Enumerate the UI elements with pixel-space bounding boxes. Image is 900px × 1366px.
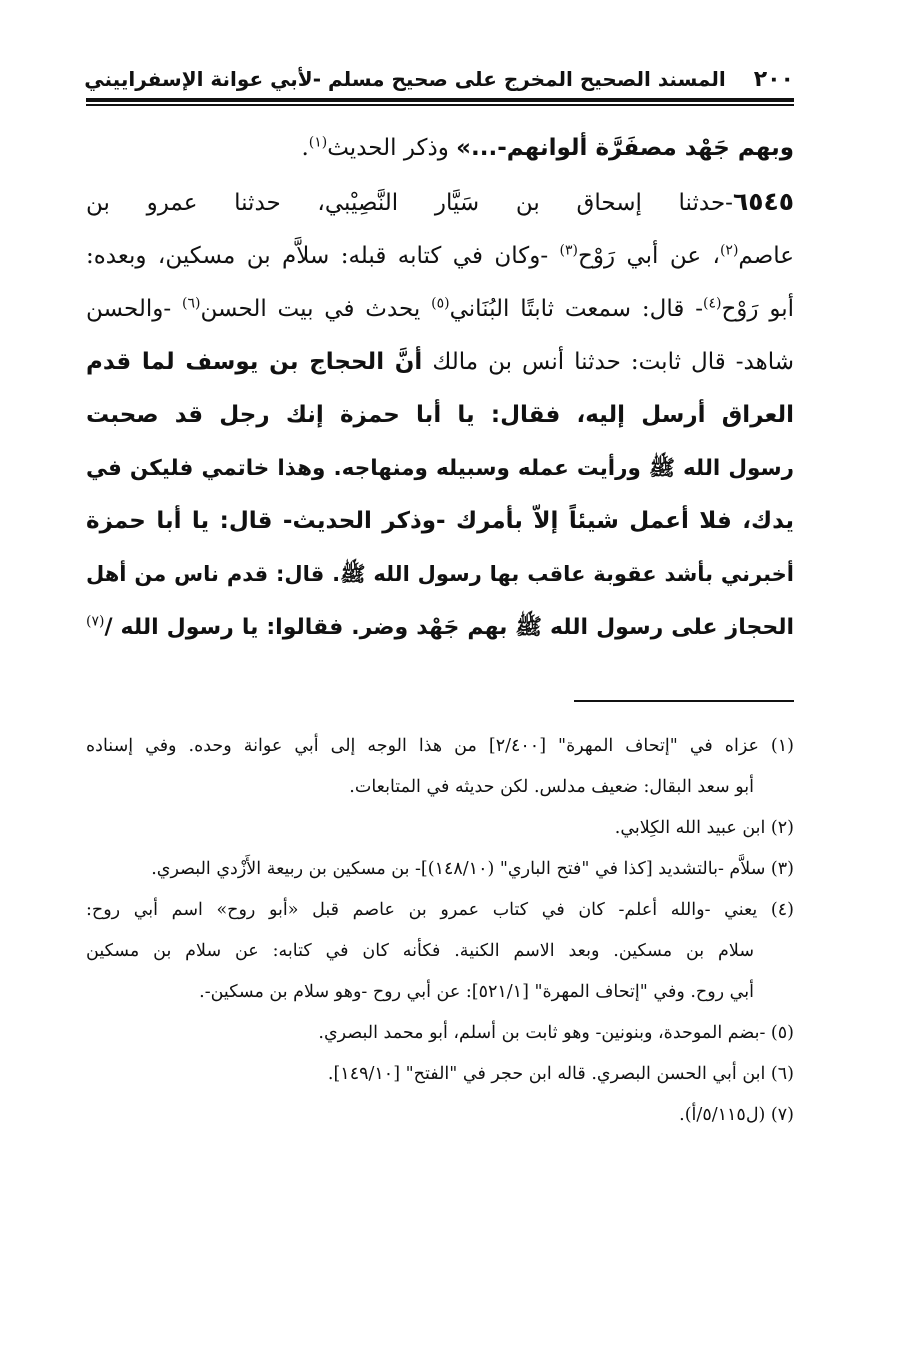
main-text	[86, 122, 794, 654]
hadith-text: الحجاز على رسول الله ﷺ بهم جَهْد وضر. فقالوا: يا رسول الله /	[104, 615, 794, 640]
page-number: ٢٠٠	[753, 66, 794, 92]
footnote-ref-2[interactable]: (٢)	[719, 242, 739, 259]
footnote-2: (٢) ابن عبيد الله الكِلابي.	[614, 818, 794, 838]
text-line-10	[86, 601, 794, 654]
footnote-4-cont-2: أبي روح. وفي "إتحاف المهرة" [٥٢١/١]: عن أبي روح -وهو سلام بن مسكين-.	[199, 982, 754, 1002]
footnote-ref-5[interactable]: (٥)	[431, 295, 450, 312]
footnotes	[86, 726, 794, 1136]
text-line-6: العراق أرسل إليه، فقال: يا أبا حمزة إنك رجل قد صحبت	[86, 402, 794, 428]
text-segment: -حدثنا إسحاق بن سَيَّار النَّصِيْبي، حدثنا عمرو بن	[86, 190, 733, 216]
footnote-ref-1[interactable]: (١)	[308, 134, 328, 151]
footnote-6: (٦) ابن أبي الحسن البصري. قاله ابن حجر في "الفتح" [١٤٩/١٠].	[327, 1064, 794, 1084]
header-rule-thick	[86, 98, 794, 102]
header-rule-thin	[86, 104, 794, 106]
hadith-fragment: وبهم جَهْد مصفَرَّة ألوانهم-...»	[456, 135, 794, 161]
text-segment: وذكر الحديث	[327, 135, 457, 161]
text-line-1	[86, 122, 794, 175]
running-header	[86, 62, 794, 96]
text-segment: يحدث في بيت الحسن	[200, 296, 432, 322]
footnote-ref-6[interactable]: (٦)	[181, 295, 201, 312]
footnote-1-cont: أبو سعد البقال: ضعيف مدلس. لكن حديثه في المتابعات.	[349, 777, 754, 797]
hadith-number: ٦٥٤٥	[732, 187, 794, 216]
text-line-3	[86, 230, 794, 283]
text-line-8: يدك، فلا أعمل شيئاً إلاّ بأمرك -وذكر الحديث- قال: يا أبا حمزة	[86, 508, 794, 534]
footnote-7: (٧) (ل٥/١١٥/أ).	[679, 1105, 794, 1125]
footnote-1: (١) عزاه في "إتحاف المهرة" [٢/٤٠٠] من هذا الوجه إلى أبي عوانة وحده. وفي إسناده	[86, 736, 794, 756]
text-line-4	[86, 283, 794, 336]
text-segment: شاهد- قال ثابت: حدثنا أنس بن مالك	[422, 349, 794, 375]
text-segment: عاصم	[738, 243, 794, 269]
text-line-7: رسول الله ﷺ ورأيت عمله وسبيله ومنهاجه. وهذا خاتمي فليكن في	[86, 456, 794, 481]
footnote-ref-3[interactable]: (٣)	[559, 242, 578, 259]
footnote-ref-7[interactable]: (٧)	[86, 613, 105, 630]
text-segment: -والحسن	[86, 296, 182, 322]
hadith-text: أنَّ الحجاج بن يوسف لما قدم	[86, 349, 423, 375]
text-line-2	[86, 175, 794, 230]
footnote-4: (٤) يعني -والله أعلم- كان في كتاب عمرو بن عاصم قبل «أبو روح» اسم أبي روح:	[86, 900, 794, 920]
footnote-4-cont: سلام بن مسكين. وبعد الاسم الكنية. فكأنه كان في كتابه: عن سلام بن مسكين	[86, 941, 754, 961]
text-line-9: أخبرني بأشد عقوبة عاقب بها رسول الله ﷺ. قال: قدم ناس من أهل	[86, 562, 794, 586]
text-line-5	[86, 336, 794, 389]
text-segment: - قال: سمعت ثابتًا البُنَاني	[449, 296, 703, 322]
header-title: المسند الصحيح المخرج على صحيح مسلم -لأبي عوانة الإسفراييني	[84, 67, 726, 91]
text-segment: أبو رَوْح	[721, 296, 794, 322]
text-segment: -وكان في كتابه قبله: سلاَّم بن مسكين، وبعده:	[86, 243, 560, 269]
footnote-5: (٥) -بضم الموحدة، وبنونين- وهو ثابت بن أسلم، أبو محمد البصري.	[318, 1023, 794, 1043]
footnote-ref-4[interactable]: (٤)	[702, 295, 722, 312]
text-segment: ، عن أبي رَوْح	[578, 243, 720, 269]
footnote-separator	[574, 700, 794, 702]
text-segment: .	[301, 135, 309, 161]
footnote-3: (٣) سلاَّم -بالتشديد [كذا في "فتح الباري" (١٤٨/١٠)]- بن مسكين بن ربيعة الأَزْدي البصري.	[151, 859, 794, 879]
